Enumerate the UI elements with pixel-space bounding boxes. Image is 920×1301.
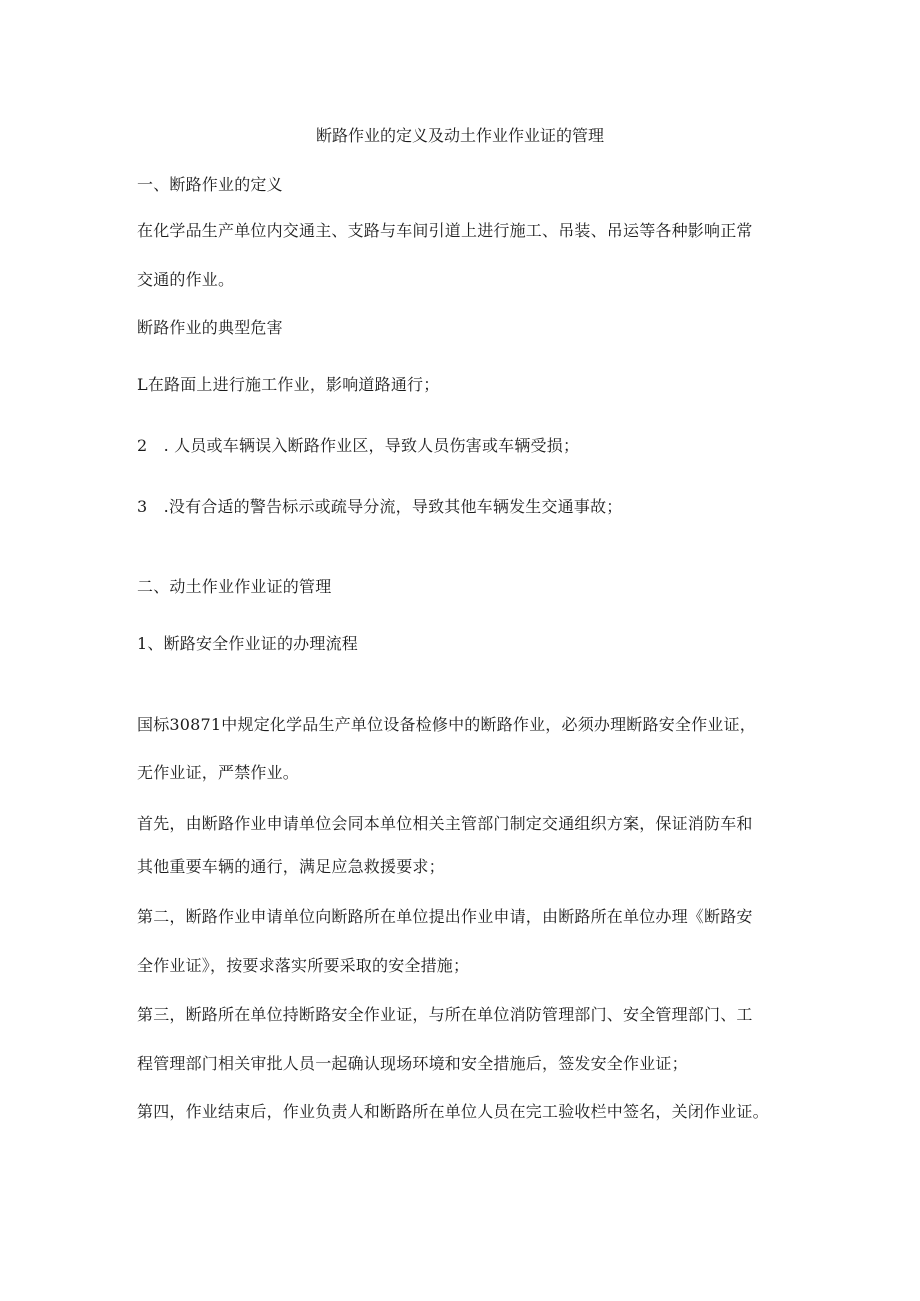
paragraph-3-line-2: 全作业证》，按要求落实所要采取的安全措施； — [137, 956, 470, 975]
definition-line-2: 交通的作业。 — [137, 270, 235, 289]
paragraph-1-line-1: 国标30871中规定化学品生产单位设备检修中的断路作业，必须办理断路安全作业证， — [137, 715, 756, 734]
paragraph-4-line-2: 程管理部门相关审批人员一起确认现场环境和安全措施后，签发安全作业证； — [137, 1054, 688, 1073]
paragraph-2-line-1: 首先，由断路作业申请单位会同本单位相关主管部门制定交通组织方案，保证消防车和 — [137, 814, 753, 833]
paragraph-5-line-1: 第四，作业结束后，作业负责人和断路所在单位人员在完工验收栏中签名，关闭作业证。 — [137, 1102, 769, 1121]
paragraph-2-line-2: 其他重要车辆的通行，满足应急救援要求； — [137, 857, 445, 876]
definition-line-1: 在化学品生产单位内交通主、支路与车间引道上进行施工、吊装、吊运等各种影响正常 — [137, 221, 753, 240]
hazard-item-2: 2 . 人员或车辆误入断路作业区，导致人员伤害或车辆受损； — [137, 436, 580, 455]
section-2-heading: 二、动土作业作业证的管理 — [137, 577, 332, 596]
paragraph-4-line-1: 第三，断路所在单位持断路安全作业证，与所在单位消防管理部门、安全管理部门、工 — [137, 1005, 753, 1024]
hazard-item-3: 3 .没有合适的警告标示或疏导分流，导致其他车辆发生交通事故； — [137, 497, 623, 516]
hazards-heading: 断路作业的典型危害 — [137, 318, 283, 337]
document-title: 断路作业的定义及动土作业作业证的管理 — [315, 126, 604, 145]
section-1-heading: 一、断路作业的定义 — [137, 175, 283, 194]
hazard-item-1: L在路面上进行施工作业，影响道路通行； — [137, 375, 440, 394]
paragraph-1-line-2: 无作业证，严禁作业。 — [137, 763, 300, 782]
paragraph-3-line-1: 第二，断路作业申请单位向断路所在单位提出作业申请，由断路所在单位办理《断路安 — [137, 907, 753, 926]
subsection-1-heading: 1、断路安全作业证的办理流程 — [137, 634, 358, 653]
